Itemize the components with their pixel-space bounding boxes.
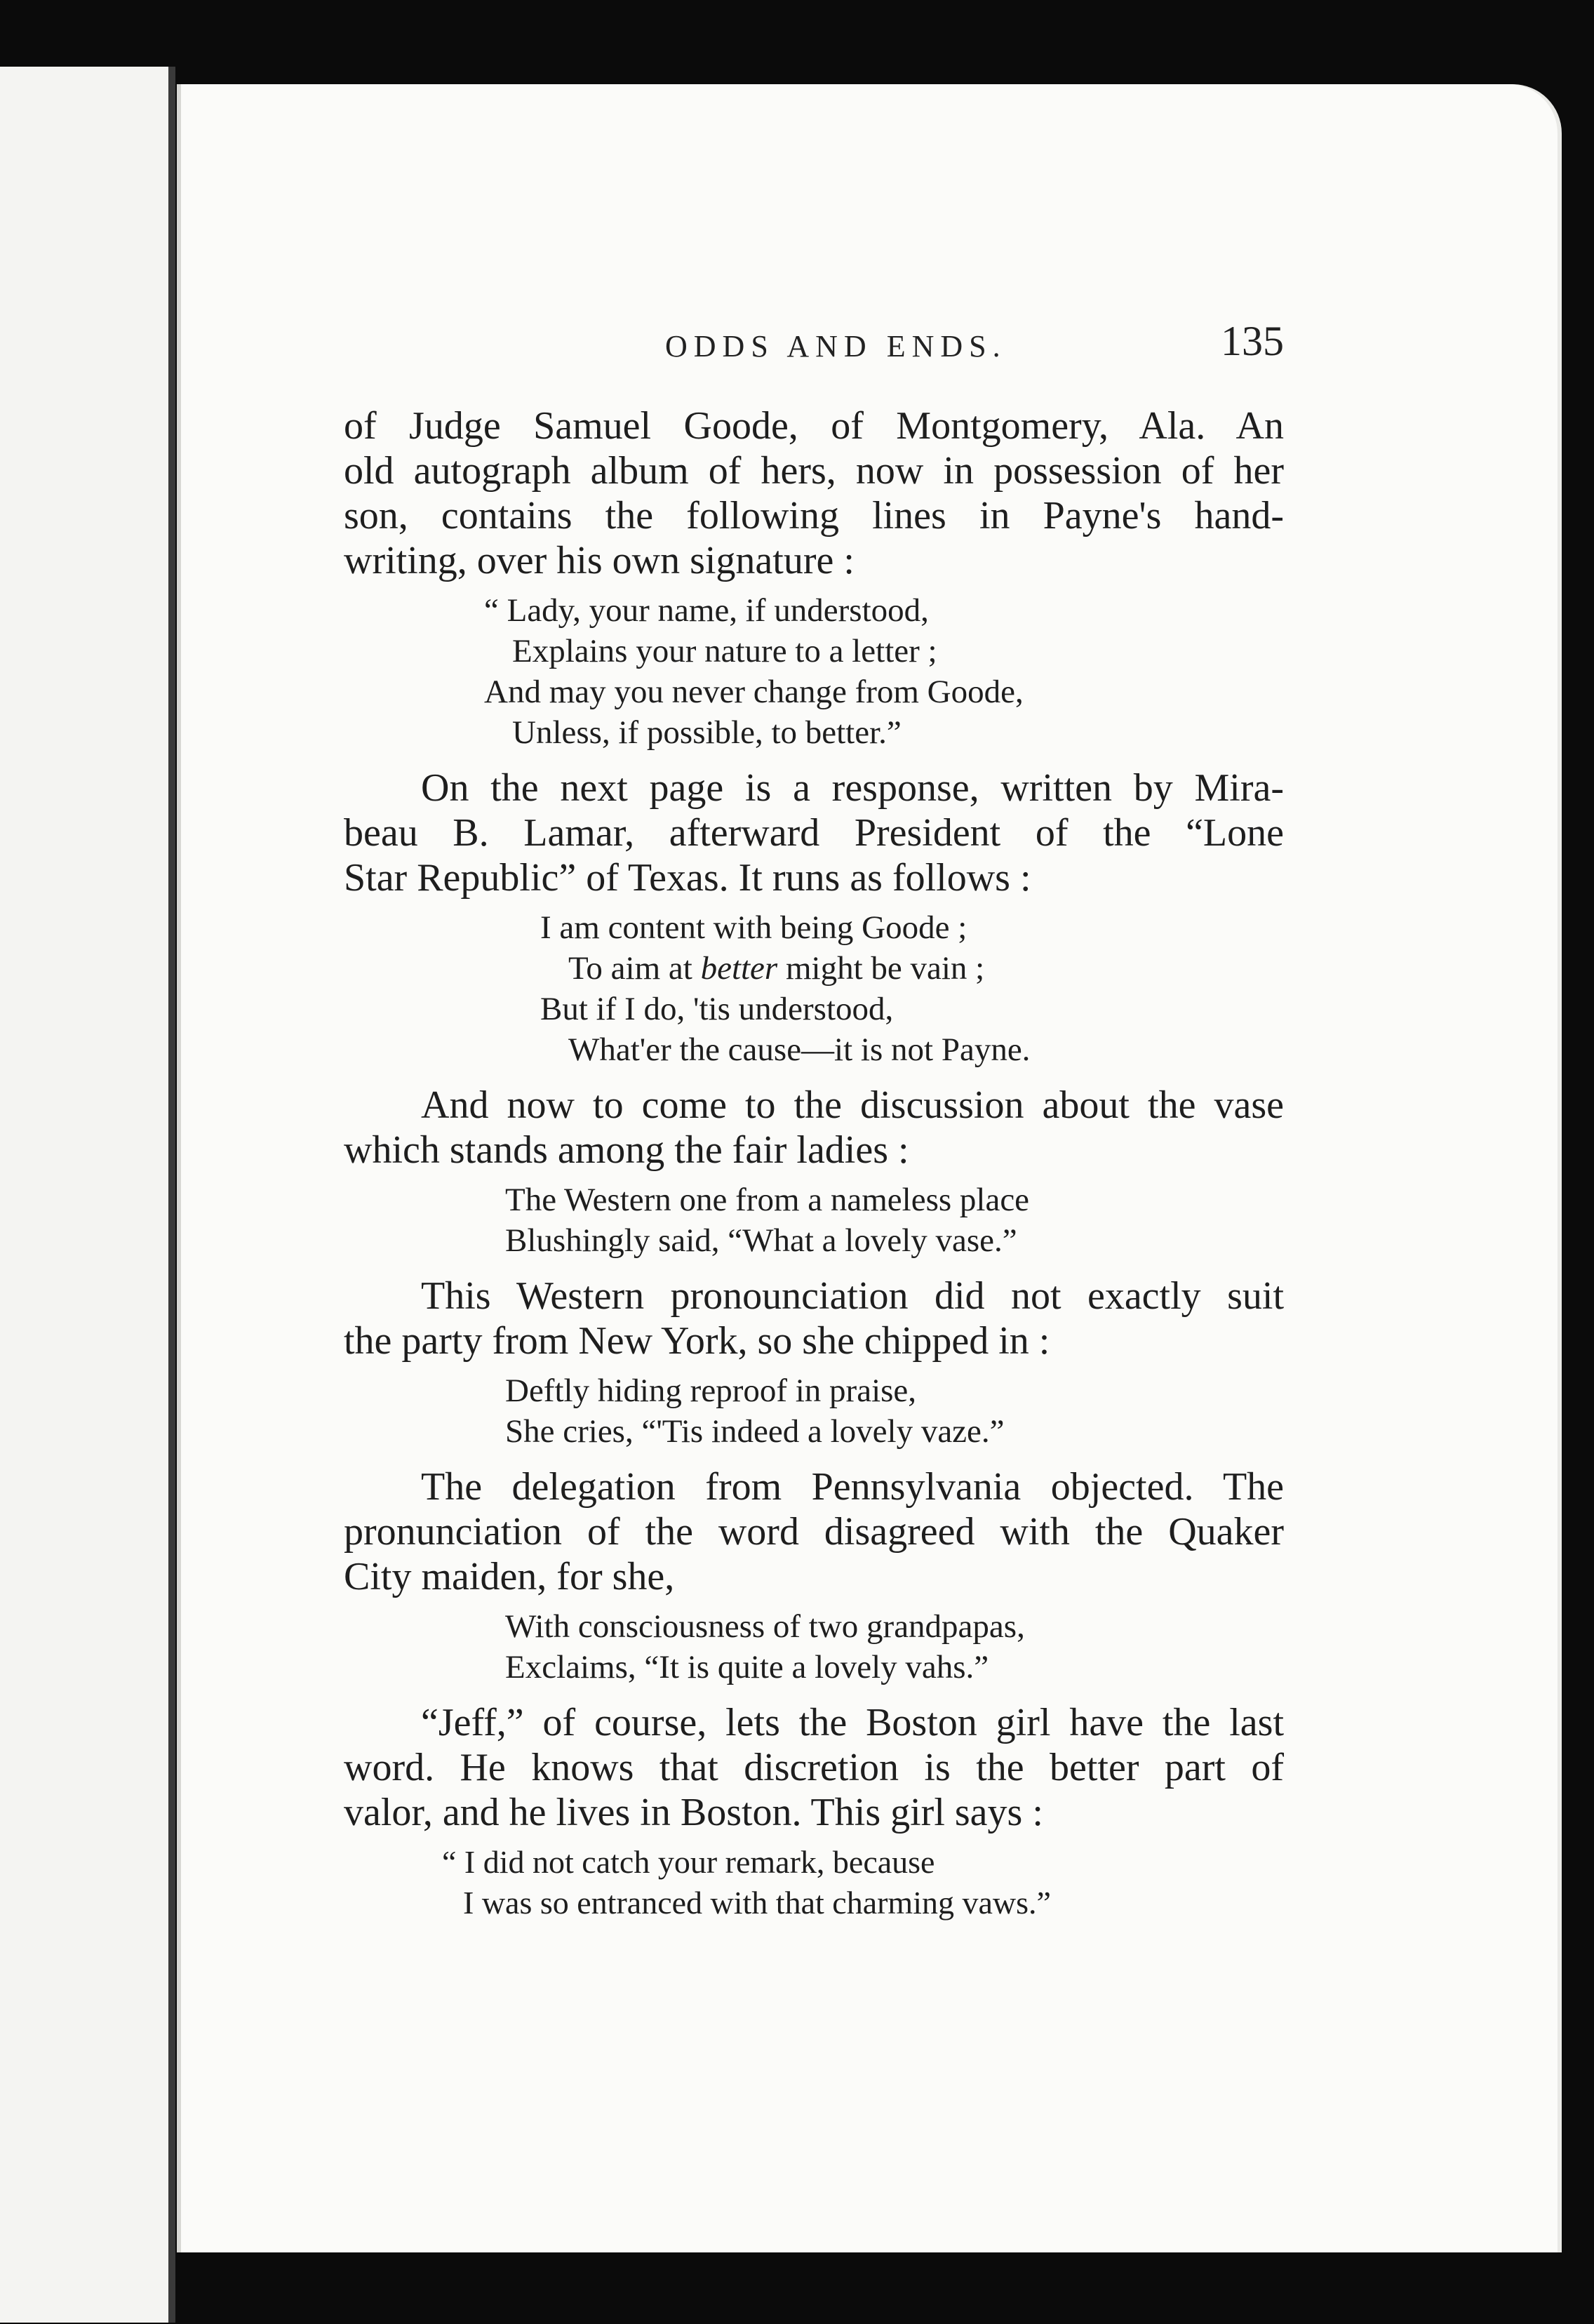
text-line: “Jeff,” of course, lets the Boston girl have the last: [421, 1701, 1284, 1744]
verse-line: Deftly hiding reproof in praise,: [505, 1373, 917, 1409]
verse-line: “ I did not catch your remark, because: [442, 1844, 935, 1880]
verse-line: “ Lady, your name, if understood,: [484, 592, 929, 629]
binding-gutter: [168, 67, 175, 2323]
verse-boston: [442, 1842, 1284, 1923]
verse-line: But if I do, 'tis understood,: [540, 991, 894, 1027]
verse-line: And may you never change from Goode,: [484, 674, 1024, 710]
text-line: This Western pronounciation did not exactly suit: [421, 1274, 1284, 1318]
text-line: of Judge Samuel Goode, of Montgomery, Ala. An: [344, 404, 1284, 448]
verse-line: Explains your nature to a letter ;: [512, 633, 937, 669]
paragraph: [344, 1464, 1284, 1599]
verse-line: Unless, if possible, to better.”: [512, 714, 902, 751]
running-head: ODDS AND ENDS.: [665, 329, 1007, 363]
paragraph: [344, 1274, 1284, 1363]
verse-line: I was so entranced with that charming vaws.”: [463, 1885, 1051, 1921]
verse-new-york: [505, 1370, 1284, 1452]
text-line: word. He knows that discretion is the better part of: [344, 1746, 1284, 1789]
text-line: Star Republic” of Texas. It runs as follows :: [344, 856, 1031, 900]
text-line: son, contains the following lines in Payne's hand-: [344, 494, 1284, 537]
verse-line: Exclaims, “It is quite a lovely vahs.”: [505, 1649, 989, 1685]
verse-line: She cries, “'Tis indeed a lovely vaze.”: [505, 1413, 1005, 1450]
page-inner-edge: [177, 84, 181, 2252]
text-line: And now to come to the discussion about the vase: [421, 1083, 1284, 1127]
verse-pennsylvania: [505, 1606, 1284, 1688]
facing-page-edge: [0, 67, 175, 2323]
verse-line: To aim at better might be vain ;: [568, 950, 985, 987]
text-line: valor, and he lives in Boston. This girl says :: [344, 1791, 1043, 1834]
verse-payne: [484, 590, 1284, 753]
verse-line: With consciousness of two grandpapas,: [505, 1608, 1025, 1645]
verse-line: What'er the cause—it is not Payne.: [568, 1031, 1031, 1068]
text-line: which stands among the fair ladies :: [344, 1128, 909, 1172]
verse-lamar: [540, 907, 1284, 1070]
italic-word: better: [700, 950, 778, 987]
paragraph: [344, 766, 1284, 900]
verse-western: [505, 1180, 1284, 1261]
verse-line: The Western one from a nameless place: [505, 1182, 1030, 1218]
page-body: [344, 403, 1284, 1936]
text-line: the party from New York, so she chipped in :: [344, 1319, 1050, 1363]
text-line: City maiden, for she,: [344, 1555, 675, 1598]
page-header: [337, 317, 1284, 373]
text-line: On the next page is a response, written by Mira-: [421, 766, 1284, 810]
text-line: The delegation from Pennsylvania objected. The: [421, 1465, 1284, 1509]
text-line: writing, over his own signature :: [344, 539, 855, 582]
page-number: 135: [1221, 318, 1284, 364]
text-line: old autograph album of hers, now in possession of her: [344, 449, 1284, 493]
verse-line: I am content with being Goode ;: [540, 909, 967, 946]
paragraph: [344, 1700, 1284, 1835]
paragraph: [344, 403, 1284, 583]
text-line: pronunciation of the word disagreed with the Quaker: [344, 1510, 1284, 1554]
text-line: beau B. Lamar, afterward President of the “Lone: [344, 811, 1284, 855]
paragraph: [344, 1083, 1284, 1173]
verse-line: Blushingly said, “What a lovely vase.”: [505, 1222, 1017, 1259]
